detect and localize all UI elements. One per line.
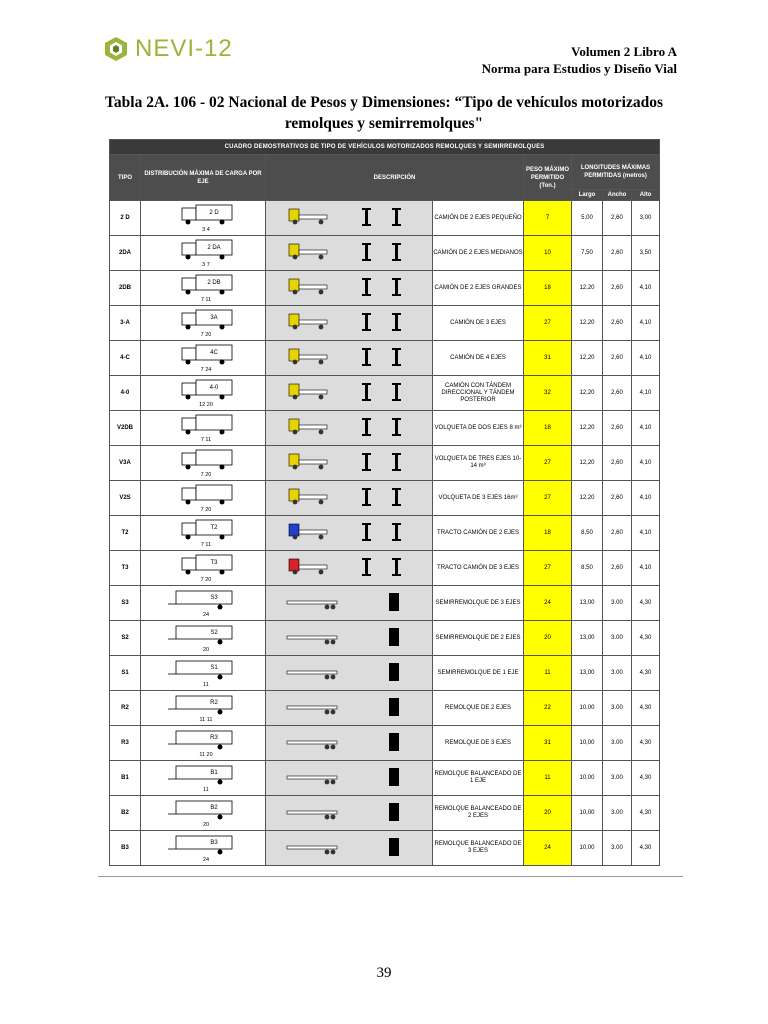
axle-diagram-icon: [269, 693, 429, 721]
table-row: [110, 586, 660, 621]
cell-peso: 18: [524, 411, 572, 446]
table-row: [110, 726, 660, 761]
cell-peso: 20: [524, 621, 572, 656]
vehicle-sketch-icon: [148, 447, 258, 477]
cell-largo: 12,20: [572, 376, 603, 411]
vehicle-label: R2: [210, 700, 218, 706]
axle-loads: 11 11: [199, 717, 213, 722]
cell-peso: 24: [524, 586, 572, 621]
axle-diagram-icon: [269, 728, 429, 756]
axle-diagram-icon: [269, 798, 429, 826]
cell-alto: 4,10: [632, 306, 660, 341]
cell-distribution: [141, 306, 266, 341]
axle-loads: 20: [202, 647, 210, 652]
table-body: [110, 201, 660, 866]
header-volume: Volumen 2 Libro A: [571, 44, 677, 59]
header-peso: PESO MÁXIMO PERMITIDO (Ton.): [524, 155, 572, 201]
axle-loads: 11: [203, 682, 209, 687]
cell-largo: 10,00: [572, 726, 603, 761]
cell-tipo: S2: [110, 621, 141, 656]
table-row: [110, 201, 660, 236]
cell-peso: 10: [524, 236, 572, 271]
cell-description: VOLQUETA DE 3 EJES 16m³: [433, 481, 524, 516]
cell-distribution: [141, 446, 266, 481]
cell-distribution: [141, 656, 266, 691]
cell-largo: 12,20: [572, 411, 603, 446]
axle-loads: 7 11: [200, 542, 212, 547]
table-row: [110, 656, 660, 691]
cell-alto: 4,10: [632, 411, 660, 446]
axle-loads: 12 20: [199, 402, 213, 407]
cell-tipo: V2S: [110, 481, 141, 516]
cell-peso: 24: [524, 831, 572, 866]
vehicle-label: T3: [210, 560, 218, 566]
cell-largo: 8,50: [572, 516, 603, 551]
cell-alto: 4,30: [632, 656, 660, 691]
table-row: [110, 621, 660, 656]
header-distribucion: DISTRIBUCIÓN MÁXIMA DE CARGA POR EJE: [141, 155, 266, 201]
axle-diagram-icon: [269, 763, 429, 791]
table-row: [110, 271, 660, 306]
cell-ancho: 2,60: [603, 201, 632, 236]
cell-description: TRACTO CAMIÓN DE 3 EJES: [433, 551, 524, 586]
cell-ancho: 3.00: [603, 691, 632, 726]
cell-ancho: 2,60: [603, 411, 632, 446]
cell-ancho: 3.00: [603, 586, 632, 621]
table-row: [110, 796, 660, 831]
cell-largo: 5,00: [572, 201, 603, 236]
cell-tipo: B1: [110, 761, 141, 796]
vehicle-label: 4C: [210, 350, 218, 356]
header-tipo: TIPO: [110, 155, 141, 201]
cell-ancho: 2,60: [603, 446, 632, 481]
vehicle-label: B3: [210, 840, 218, 846]
cell-description: CAMIÓN CON TÁNDEM DIRECCIONAL Y TÁNDEM POSTERIOR: [433, 376, 524, 411]
cell-description: REMOLQUE BALANCEADO DE 1 EJE: [433, 761, 524, 796]
cell-peso: 27: [524, 481, 572, 516]
cell-largo: 13,00: [572, 621, 603, 656]
table-row: [110, 376, 660, 411]
cell-alto: 4,30: [632, 621, 660, 656]
cell-distribution: [141, 796, 266, 831]
footer-divider: [98, 876, 683, 877]
cell-alto: 3,50: [632, 236, 660, 271]
cell-tipo: 2 D: [110, 201, 141, 236]
cell-vehicle-image: [266, 446, 433, 481]
vehicle-label: T2: [210, 525, 218, 531]
header-longitudes: LONGITUDES MÁXIMAS PERMITIDAS (metros): [572, 155, 660, 190]
cell-distribution: [141, 551, 266, 586]
cell-distribution: [141, 201, 266, 236]
axle-loads: 7 24: [200, 367, 212, 372]
cell-tipo: R2: [110, 691, 141, 726]
vehicle-label: 2 DB: [207, 280, 221, 286]
cell-description: CAMIÓN DE 4 EJES: [433, 341, 524, 376]
cell-description: TRACTO CAMIÓN DE 2 EJES: [433, 516, 524, 551]
vehicle-label: B1: [210, 770, 218, 776]
table-title-line2: remolques y semirremolques": [284, 115, 484, 132]
axle-diagram-icon: [269, 413, 429, 441]
cell-largo: 12,20: [572, 481, 603, 516]
axle-loads: 24: [202, 612, 210, 617]
cell-ancho: 2,60: [603, 341, 632, 376]
document-header: [482, 43, 677, 77]
cell-distribution: [141, 341, 266, 376]
vehicle-sketch-icon: [148, 202, 258, 232]
vehicle-sketch-icon: [148, 587, 258, 617]
cell-alto: 4,10: [632, 446, 660, 481]
cell-peso: 27: [524, 551, 572, 586]
vehicle-sketch-icon: [148, 727, 258, 757]
cell-largo: 10,00: [572, 831, 603, 866]
axle-loads: 24: [202, 857, 210, 862]
vehicle-sketch-icon: [148, 342, 258, 372]
header-descripcion: DESCRIPCIÓN: [266, 155, 524, 201]
table-row: [110, 306, 660, 341]
cell-vehicle-image: [266, 236, 433, 271]
axle-loads: 7 20: [200, 577, 212, 582]
cell-vehicle-image: [266, 481, 433, 516]
page-number: 39: [376, 965, 392, 981]
cell-description: SEMIRREMOLQUE DE 2 EJES: [433, 621, 524, 656]
axle-diagram-icon: [269, 623, 429, 651]
cell-alto: 4,10: [632, 481, 660, 516]
axle-diagram-icon: [269, 378, 429, 406]
cell-alto: 4,30: [632, 726, 660, 761]
cell-alto: 4,30: [632, 761, 660, 796]
header-alto: Alto: [632, 190, 660, 201]
cell-tipo: 3-A: [110, 306, 141, 341]
vehicle-label: R3: [210, 735, 218, 741]
vehicle-label: 4-0: [209, 385, 219, 391]
axle-diagram-icon: [269, 343, 429, 371]
vehicle-sketch-icon: [148, 832, 258, 862]
table-row: [110, 831, 660, 866]
cell-distribution: [141, 621, 266, 656]
vehicle-label: B2: [210, 805, 218, 811]
cell-tipo: S3: [110, 586, 141, 621]
cell-peso: 31: [524, 341, 572, 376]
table-title: [96, 92, 672, 134]
vehicle-sketch-icon: [148, 552, 258, 582]
cell-description: REMOLQUE DE 2 EJES: [433, 691, 524, 726]
header-largo: Largo: [572, 190, 603, 201]
axle-diagram-icon: [269, 553, 429, 581]
cell-ancho: 2,60: [603, 516, 632, 551]
cell-vehicle-image: [266, 726, 433, 761]
vehicle-label: S1: [210, 665, 218, 671]
cell-peso: 7: [524, 201, 572, 236]
cell-largo: 12,20: [572, 271, 603, 306]
cell-vehicle-image: [266, 376, 433, 411]
cell-vehicle-image: [266, 656, 433, 691]
table-row: [110, 761, 660, 796]
cell-ancho: 3.00: [603, 761, 632, 796]
vehicle-sketch-icon: [148, 307, 258, 337]
cell-tipo: 4-C: [110, 341, 141, 376]
table-row: [110, 691, 660, 726]
vehicle-sketch-icon: [148, 762, 258, 792]
cell-alto: 4,10: [632, 516, 660, 551]
table-row: [110, 516, 660, 551]
table-title-line1: Tabla 2A. 106 - 02 Nacional de Pesos y Dimensiones: “Tipo de vehículos motorizados: [104, 94, 664, 111]
cell-vehicle-image: [266, 796, 433, 831]
vehicle-sketch-icon: [148, 692, 258, 722]
cell-largo: 12,20: [572, 341, 603, 376]
table-row: [110, 481, 660, 516]
cell-distribution: [141, 516, 266, 551]
cell-tipo: V3A: [110, 446, 141, 481]
cell-alto: 3,00: [632, 201, 660, 236]
table-row: [110, 341, 660, 376]
cell-ancho: 2,60: [603, 306, 632, 341]
cell-ancho: 3.00: [603, 726, 632, 761]
cell-distribution: [141, 271, 266, 306]
cell-peso: 27: [524, 446, 572, 481]
cell-description: REMOLQUE DE 3 EJES: [433, 726, 524, 761]
nevi-logo: [103, 33, 233, 65]
table-row: [110, 446, 660, 481]
cell-vehicle-image: [266, 201, 433, 236]
cell-ancho: 2,60: [603, 551, 632, 586]
axle-diagram-icon: [269, 203, 429, 231]
cell-vehicle-image: [266, 621, 433, 656]
cell-description: CAMIÓN DE 2 EJES MEDIANOS: [433, 236, 524, 271]
axle-loads: 11 20: [199, 752, 213, 757]
cell-tipo: R3: [110, 726, 141, 761]
cell-description: CAMIÓN DE 2 EJES PEQUEÑO: [433, 201, 524, 236]
cell-alto: 4,30: [632, 586, 660, 621]
vehicle-sketch-icon: [148, 377, 258, 407]
cell-alto: 4,30: [632, 691, 660, 726]
cell-tipo: 4-0: [110, 376, 141, 411]
axle-loads: 11: [203, 787, 209, 792]
cell-distribution: [141, 411, 266, 446]
cell-peso: 31: [524, 726, 572, 761]
table-row: [110, 551, 660, 586]
axle-diagram-icon: [269, 273, 429, 301]
cell-vehicle-image: [266, 691, 433, 726]
cell-largo: 10,00: [572, 761, 603, 796]
vehicle-sketch-icon: [148, 482, 258, 512]
table-caption: CUADRO DEMOSTRATIVOS DE TIPO DE VEHÍCULOS MOTORIZADOS REMOLQUES Y SEMIRREMOLQUES: [110, 140, 660, 155]
cell-tipo: B2: [110, 796, 141, 831]
cell-alto: 4,10: [632, 376, 660, 411]
cell-largo: 7,50: [572, 236, 603, 271]
axle-loads: 7 20: [200, 507, 212, 512]
cell-description: VOLQUETA DE TRES EJES 10-14 m³: [433, 446, 524, 481]
cell-peso: 18: [524, 271, 572, 306]
cell-ancho: 3.00: [603, 656, 632, 691]
axle-loads: 7 20: [200, 332, 212, 337]
table-row: [110, 411, 660, 446]
cell-description: VOLQUETA DE DOS EJES 8 m³: [433, 411, 524, 446]
axle-loads: 3 4: [202, 227, 210, 232]
cell-vehicle-image: [266, 271, 433, 306]
cell-largo: 13,00: [572, 586, 603, 621]
cell-vehicle-image: [266, 831, 433, 866]
cell-vehicle-image: [266, 586, 433, 621]
cell-ancho: 3.00: [603, 796, 632, 831]
cell-peso: 27: [524, 306, 572, 341]
cell-description: CAMIÓN DE 2 EJES GRANDES: [433, 271, 524, 306]
cell-peso: 22: [524, 691, 572, 726]
cell-tipo: S1: [110, 656, 141, 691]
cell-largo: 13,00: [572, 656, 603, 691]
cell-ancho: 2,60: [603, 271, 632, 306]
axle-loads: 7 11: [200, 297, 212, 302]
axle-diagram-icon: [269, 238, 429, 266]
cell-description: SEMIRREMOLQUE DE 1 EJE: [433, 656, 524, 691]
cell-largo: 10,00: [572, 796, 603, 831]
axle-diagram-icon: [269, 588, 429, 616]
vehicle-sketch-icon: [148, 657, 258, 687]
cell-ancho: 2,60: [603, 376, 632, 411]
cell-peso: 20: [524, 796, 572, 831]
vehicle-sketch-icon: [148, 622, 258, 652]
cell-largo: 10,00: [572, 691, 603, 726]
nevi-logo-icon: [103, 36, 129, 62]
axle-diagram-icon: [269, 833, 429, 861]
cell-peso: 11: [524, 761, 572, 796]
cell-largo: 12,20: [572, 446, 603, 481]
cell-tipo: T3: [110, 551, 141, 586]
cell-description: REMOLQUE BALANCEADO DE 2 EJES: [433, 796, 524, 831]
axle-diagram-icon: [269, 483, 429, 511]
cell-peso: 18: [524, 516, 572, 551]
cell-tipo: 2DB: [110, 271, 141, 306]
cell-distribution: [141, 376, 266, 411]
cell-peso: 32: [524, 376, 572, 411]
header-ancho: Ancho: [603, 190, 632, 201]
cell-distribution: [141, 691, 266, 726]
axle-loads: 7 11: [200, 437, 212, 442]
vehicle-sketch-icon: [148, 272, 258, 302]
cell-description: REMOLQUE BALANCEADO DE 3 EJES: [433, 831, 524, 866]
axle-diagram-icon: [269, 308, 429, 336]
cell-ancho: 3.00: [603, 831, 632, 866]
cell-vehicle-image: [266, 761, 433, 796]
vehicle-label: 2 DA: [207, 245, 221, 251]
cell-alto: 4,10: [632, 341, 660, 376]
vehicle-table: [109, 139, 660, 866]
cell-ancho: 2,60: [603, 481, 632, 516]
axle-diagram-icon: [269, 518, 429, 546]
vehicle-label: S2: [210, 630, 218, 636]
cell-ancho: 3.00: [603, 621, 632, 656]
cell-vehicle-image: [266, 341, 433, 376]
vehicle-sketch-icon: [148, 517, 258, 547]
vehicle-sketch-icon: [148, 237, 258, 267]
cell-tipo: V2DB: [110, 411, 141, 446]
cell-description: SEMIRREMOLQUE DE 3 EJES: [433, 586, 524, 621]
cell-peso: 11: [524, 656, 572, 691]
cell-tipo: B3: [110, 831, 141, 866]
vehicle-label: 3A: [210, 315, 218, 321]
header-norm: Norma para Estudios y Diseño Vial: [481, 61, 677, 76]
vehicle-label: S3: [210, 595, 218, 601]
cell-distribution: [141, 761, 266, 796]
axle-diagram-icon: [269, 658, 429, 686]
cell-alto: 4,30: [632, 831, 660, 866]
cell-distribution: [141, 586, 266, 621]
cell-distribution: [141, 236, 266, 271]
cell-distribution: [141, 481, 266, 516]
vehicle-sketch-icon: [148, 797, 258, 827]
axle-diagram-icon: [269, 448, 429, 476]
cell-description: CAMIÓN DE 3 EJES: [433, 306, 524, 341]
cell-distribution: [141, 831, 266, 866]
cell-distribution: [141, 726, 266, 761]
axle-loads: 3 7: [202, 262, 210, 267]
cell-vehicle-image: [266, 411, 433, 446]
cell-largo: 12,20: [572, 306, 603, 341]
cell-vehicle-image: [266, 306, 433, 341]
vehicle-label: 2 D: [209, 210, 219, 216]
axle-loads: 7 20: [200, 472, 212, 477]
cell-vehicle-image: [266, 551, 433, 586]
vehicle-sketch-icon: [148, 412, 258, 442]
cell-tipo: 2DA: [110, 236, 141, 271]
cell-ancho: 2,60: [603, 236, 632, 271]
cell-alto: 4,30: [632, 796, 660, 831]
axle-loads: 20: [202, 822, 210, 827]
cell-tipo: T2: [110, 516, 141, 551]
table-row: [110, 236, 660, 271]
logo-text: NEVI-12: [135, 35, 233, 62]
cell-alto: 4,10: [632, 551, 660, 586]
cell-vehicle-image: [266, 516, 433, 551]
cell-largo: 8,50: [572, 551, 603, 586]
cell-alto: 4,10: [632, 271, 660, 306]
